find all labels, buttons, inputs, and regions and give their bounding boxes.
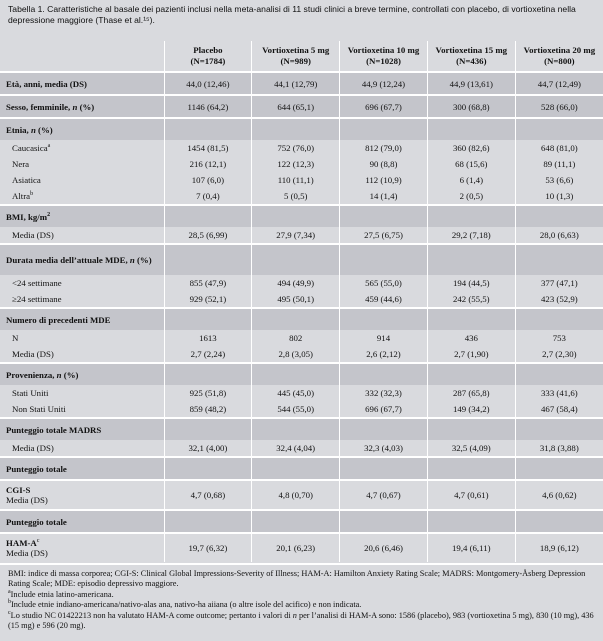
- cell: 31,8 (3,88): [515, 440, 603, 457]
- cell: 4,7 (0,67): [340, 480, 428, 510]
- header-vort10: Vortioxetina 10 mg (N=1028): [340, 41, 428, 72]
- section-precedenti: [0, 308, 603, 330]
- footnote-a: $^a$Include etnia latino-americana.: [8, 589, 114, 599]
- cell: 29,2 (7,18): [427, 227, 515, 244]
- cell: 44,9 (13,61): [427, 72, 515, 95]
- footnote-abbrev: BMI: indice di massa corporea; CGI-S: Clinical Global Impressions-Severity of Illness; HAM-A: Hamilton Anxiety Rating Scale; MADRS: Montgomery-Åsberg Depression Rating Scale; MDE: episodio depressivo maggiore.: [8, 569, 586, 589]
- row-label: Nera: [0, 156, 164, 172]
- row-label: ≥24 settimane: [0, 291, 164, 308]
- table-row: [0, 156, 603, 172]
- cell: 112 (10,9): [340, 172, 428, 188]
- cell: 44,1 (12,79): [252, 72, 340, 95]
- section-label: Punteggio totale MADRS: [0, 418, 164, 440]
- cell: 107 (6,0): [164, 172, 252, 188]
- cell: 27,9 (7,34): [252, 227, 340, 244]
- section-label: Punteggio totale: [0, 510, 164, 533]
- row-label: HAM-$A^c$ Media (DS): [0, 533, 164, 562]
- row-label: Caucasica$^a$: [0, 140, 164, 156]
- section-label: Provenienza, n (%): [0, 363, 164, 385]
- cell: 423 (52,9): [515, 291, 603, 308]
- cell: 495 (50,1): [252, 291, 340, 308]
- header-vort5: Vortioxetina 5 mg (N=989): [252, 41, 340, 72]
- row-label: Media (DS): [0, 346, 164, 363]
- cell: 7 (0,4): [164, 188, 252, 205]
- cell: 110 (11,1): [252, 172, 340, 188]
- cell: 44,0 (12,46): [164, 72, 252, 95]
- cell: 44,7 (12,49): [515, 72, 603, 95]
- cell: 2,8 (3,05): [252, 346, 340, 363]
- section-label: Durata media dell’attuale MDE, n (%): [0, 244, 164, 275]
- table-row: [0, 140, 603, 156]
- header-placebo: Placebo (N=1784): [164, 41, 252, 72]
- cell: 2,7 (2,30): [515, 346, 603, 363]
- cell: 2,7 (1,90): [427, 346, 515, 363]
- cell: 4,7 (0,61): [427, 480, 515, 510]
- table-caption: Tabella 1. Caratteristiche al basale dei pazienti inclusi nella meta-analisi di 11 studi clinici a breve termine, controllati con placebo, di vortioxetina nella depressione maggiore (Thase et al.¹⁵).: [8, 4, 576, 25]
- table-row: [0, 172, 603, 188]
- section-label: Punteggio totale: [0, 457, 164, 480]
- cell: 19,7 (6,32): [164, 533, 252, 562]
- cell: 27,5 (6,75): [340, 227, 428, 244]
- section-label: Etnia, n (%): [0, 118, 164, 140]
- cell: 5 (0,5): [252, 188, 340, 205]
- cell: 436: [427, 330, 515, 346]
- table-row: [0, 275, 603, 291]
- table-row: [0, 227, 603, 244]
- cell: 242 (55,5): [427, 291, 515, 308]
- section-hama-heading: [0, 510, 603, 533]
- header-vort20: Vortioxetina 20 mg (N=800): [515, 41, 603, 72]
- cell: 32,1 (4,00): [164, 440, 252, 457]
- table-row: [0, 401, 603, 418]
- cell: 32,5 (4,09): [427, 440, 515, 457]
- footnote-b: $^b$Include etnie indiano-americana/nativo-alas ana, nativo-ha aiiana (o altre isole del acifico) e non indicata.: [8, 599, 362, 610]
- cell: 696 (67,7): [340, 401, 428, 418]
- cell: 802: [252, 330, 340, 346]
- table-row: [0, 346, 603, 363]
- section-durata: [0, 244, 603, 275]
- cell: 925 (51,8): [164, 385, 252, 401]
- cell: 644 (65,1): [252, 95, 340, 118]
- cell: 10 (1,3): [515, 188, 603, 205]
- table-row: [0, 385, 603, 401]
- table-footnotes: [0, 563, 603, 641]
- header-vort15: Vortioxetina 15 mg (N=436): [427, 41, 515, 72]
- cell: 1613: [164, 330, 252, 346]
- cell: 90 (8,8): [340, 156, 428, 172]
- cell: 32,4 (4,04): [252, 440, 340, 457]
- cell: 753: [515, 330, 603, 346]
- cell: 855 (47,9): [164, 275, 252, 291]
- cell: 18,9 (6,12): [515, 533, 603, 562]
- cell: 360 (82,6): [427, 140, 515, 156]
- section-label: Numero di precedenti MDE: [0, 308, 164, 330]
- cell: 4,6 (0,62): [515, 480, 603, 510]
- row-label: CGI-S Media (DS): [0, 480, 164, 510]
- cell: 544 (55,0): [252, 401, 340, 418]
- cell: 929 (52,1): [164, 291, 252, 308]
- cell: 53 (6,6): [515, 172, 603, 188]
- row-eta: [0, 72, 603, 95]
- cell: 494 (49,9): [252, 275, 340, 291]
- cell: 696 (67,7): [340, 95, 428, 118]
- cell: 20,1 (6,23): [252, 533, 340, 562]
- cell: 4,7 (0,68): [164, 480, 252, 510]
- cell: 1454 (81,5): [164, 140, 252, 156]
- cell: 2,7 (2,24): [164, 346, 252, 363]
- row-label: Altra$^b$: [0, 188, 164, 205]
- cell: 333 (41,6): [515, 385, 603, 401]
- cell: 2 (0,5): [427, 188, 515, 205]
- cell: 28,0 (6,63): [515, 227, 603, 244]
- table-row: [0, 330, 603, 346]
- section-etnia: [0, 118, 603, 140]
- cell: 459 (44,6): [340, 291, 428, 308]
- cell: 14 (1,4): [340, 188, 428, 205]
- cell: 194 (44,5): [427, 275, 515, 291]
- cell: 32,3 (4,03): [340, 440, 428, 457]
- baseline-table: [0, 41, 603, 562]
- cell: 19,4 (6,11): [427, 533, 515, 562]
- section-label: BMI, $kg/m^2$: [0, 205, 164, 227]
- cell: 565 (55,0): [340, 275, 428, 291]
- row-label: Media (DS): [0, 440, 164, 457]
- cell: 812 (79,0): [340, 140, 428, 156]
- cell: 20,6 (6,46): [340, 533, 428, 562]
- cell: 216 (12,1): [164, 156, 252, 172]
- cell: 44,9 (12,24): [340, 72, 428, 95]
- cell: 859 (48,2): [164, 401, 252, 418]
- row-label: Età, anni, media (DS): [0, 72, 164, 95]
- row-label: Media (DS): [0, 227, 164, 244]
- cell: 752 (76,0): [252, 140, 340, 156]
- row-label: Sesso, femminile, n (%): [0, 95, 164, 118]
- cell: 528 (66,0): [515, 95, 603, 118]
- table-row: [0, 291, 603, 308]
- table-row: [0, 533, 603, 562]
- cell: 4,8 (0,70): [252, 480, 340, 510]
- cell: 332 (32,3): [340, 385, 428, 401]
- section-bmi: [0, 205, 603, 227]
- cell: 914: [340, 330, 428, 346]
- footnote-c: $^c$Lo studio NC 01422213 non ha valutato HAM-A come outcome; pertanto i valori di n per l’analisi di HAM-A sono: 1586 (placebo), 983 (vortioxetina 5 mg), 830 (10 mg), 436 (15 mg) e 596 (20 mg).: [8, 609, 594, 631]
- cell: 377 (47,1): [515, 275, 603, 291]
- cell: 28,5 (6,99): [164, 227, 252, 244]
- row-label: <24 settimane: [0, 275, 164, 291]
- row-sesso: [0, 95, 603, 118]
- cell: 445 (45,0): [252, 385, 340, 401]
- cell: 68 (15,6): [427, 156, 515, 172]
- cell: 149 (34,2): [427, 401, 515, 418]
- cell: 1146 (64,2): [164, 95, 252, 118]
- row-label: Non Stati Uniti: [0, 401, 164, 418]
- cell: 648 (81,0): [515, 140, 603, 156]
- cell: 122 (12,3): [252, 156, 340, 172]
- cell: 300 (68,8): [427, 95, 515, 118]
- cell: 2,6 (2,12): [340, 346, 428, 363]
- row-label: Asiatica: [0, 172, 164, 188]
- cell: 6 (1,4): [427, 172, 515, 188]
- row-label: Stati Uniti: [0, 385, 164, 401]
- section-provenienza: [0, 363, 603, 385]
- cell: 287 (65,8): [427, 385, 515, 401]
- table-row: [0, 188, 603, 205]
- section-madrs: [0, 418, 603, 440]
- row-label: N: [0, 330, 164, 346]
- cell: 89 (11,1): [515, 156, 603, 172]
- header-blank: [0, 41, 164, 72]
- section-cgis-heading: [0, 457, 603, 480]
- cell: 467 (58,4): [515, 401, 603, 418]
- table-row: [0, 440, 603, 457]
- table-row: [0, 480, 603, 510]
- header-row: [0, 41, 603, 72]
